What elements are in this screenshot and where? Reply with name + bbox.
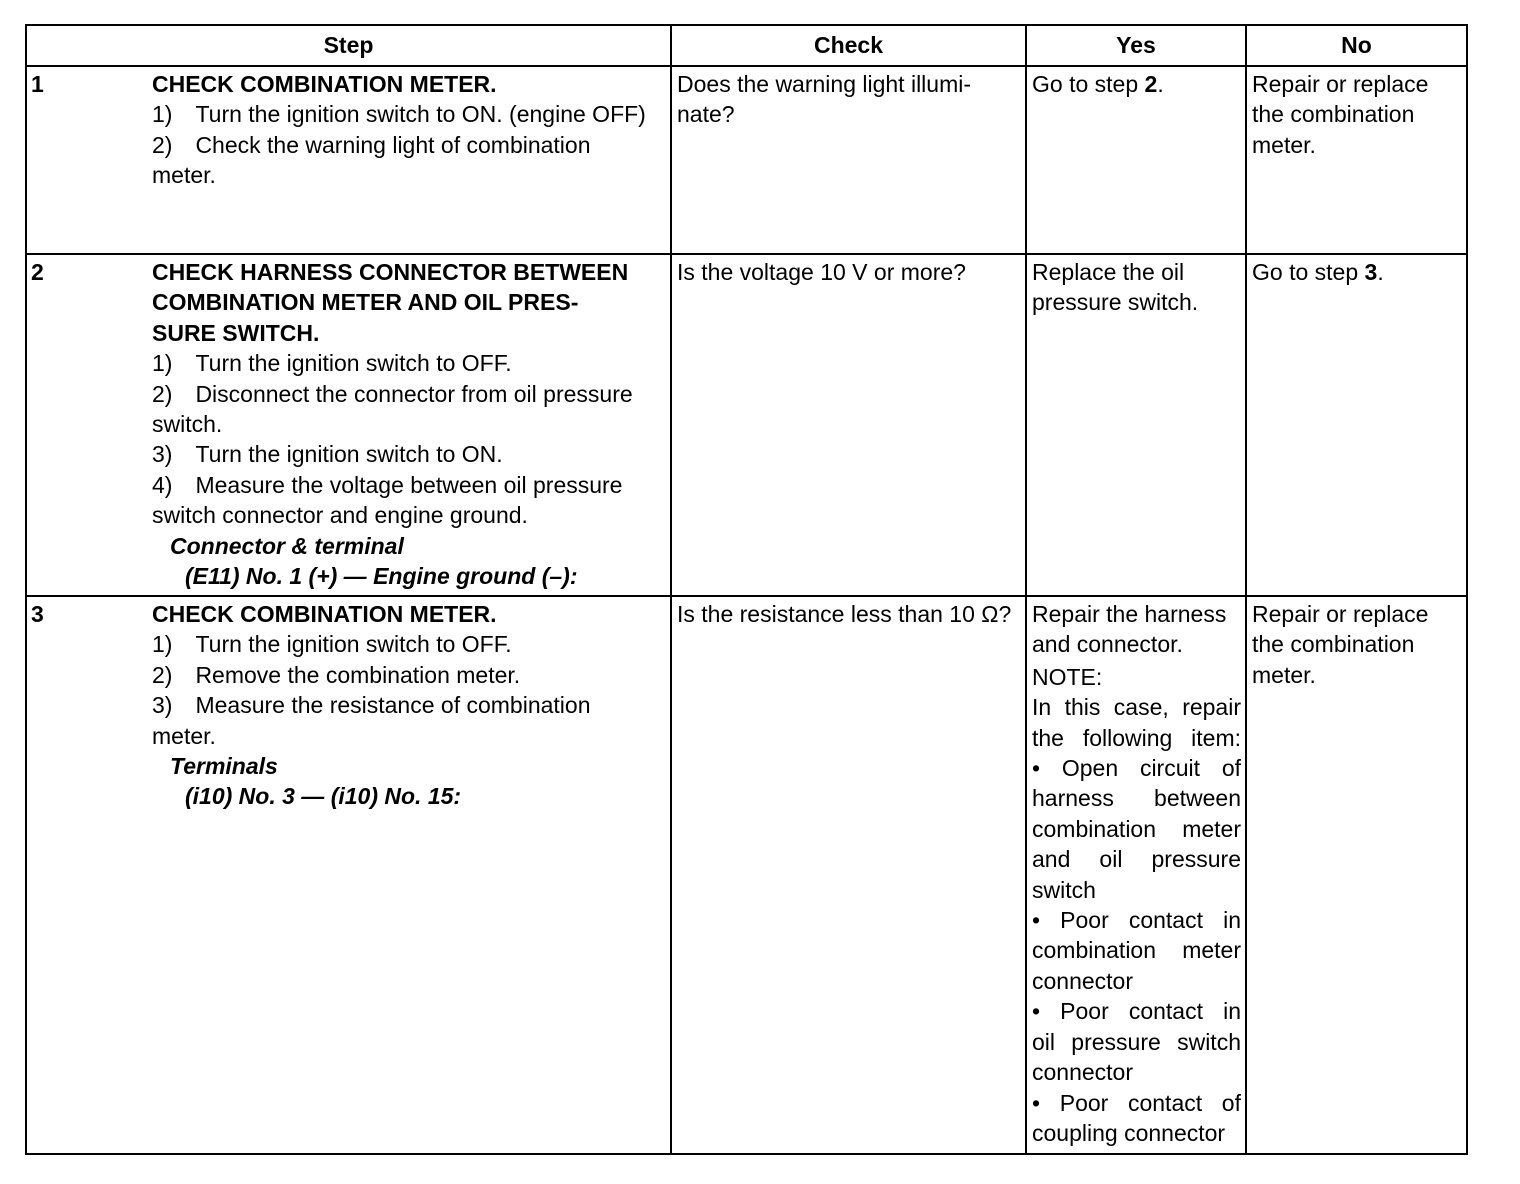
check-text: Is the resistance less than 10 Ω?	[677, 601, 1012, 627]
header-yes: Yes	[1026, 25, 1246, 66]
yes-cell	[1026, 66, 1246, 254]
no-text: the combination	[1252, 631, 1415, 658]
step-instruction: 1) Turn the ignition switch to OFF.	[152, 350, 512, 377]
header-no: No	[1246, 25, 1467, 66]
step-instruction: 2) Check the warning light of combination	[152, 131, 591, 158]
yes-text	[1032, 69, 1241, 99]
step-title: CHECK COMBINATION METER.	[152, 71, 497, 97]
check-text: Is the voltage 10 V or more?	[677, 259, 966, 285]
yes-text: pressure switch.	[1032, 289, 1199, 316]
note-line: coupling connector	[1032, 1119, 1226, 1146]
step-instruction: meter.	[152, 162, 216, 189]
yes-step-ref: 2	[1144, 71, 1158, 97]
no-cell	[1246, 596, 1467, 1154]
note-line: • Poor contact in	[1032, 998, 1241, 1025]
note-line: connector	[1032, 967, 1134, 994]
step-instruction: 1) Turn the ignition switch to OFF.	[152, 631, 512, 658]
no-text: Repair or replace	[1252, 601, 1429, 627]
note-line: oil pressure switch	[1032, 1028, 1241, 1055]
table-row	[26, 66, 1467, 254]
note-heading: NOTE:	[1032, 663, 1103, 690]
header-step: Step	[26, 25, 671, 66]
note-line: • Poor contact of	[1032, 1089, 1241, 1116]
table-row	[26, 596, 1467, 1154]
no-text: meter.	[1252, 131, 1316, 158]
no-text: Repair or replace	[1252, 71, 1429, 97]
step-body	[152, 257, 666, 591]
step-body	[152, 599, 666, 812]
yes-text: Replace the oil	[1032, 259, 1185, 285]
check-text: Does the warning light illumi-	[677, 71, 972, 97]
check-cell	[671, 66, 1026, 254]
diagnostic-table	[25, 24, 1468, 1155]
note-line: connector	[1032, 1059, 1134, 1086]
step-number: 3	[31, 601, 44, 627]
table-row	[26, 254, 1467, 596]
note-line: • Poor contact in	[1032, 907, 1241, 934]
yes-cell	[1026, 254, 1246, 596]
no-cell	[1246, 254, 1467, 596]
step-instruction: 1) Turn the ignition switch to ON. (engine OFF)	[152, 101, 646, 128]
no-suffix: .	[1377, 259, 1384, 285]
yes-prefix: Go to step	[1032, 71, 1145, 97]
step-instruction: 3) Turn the ignition switch to ON.	[152, 441, 503, 468]
note-line: In this case, repair	[1032, 694, 1241, 721]
header-row	[26, 25, 1467, 66]
yes-text: Repair the harness	[1032, 601, 1227, 627]
step-body	[152, 69, 666, 191]
yes-text: and connector.	[1032, 631, 1183, 658]
step-instruction: switch.	[152, 411, 223, 438]
step-instruction: switch connector and engine ground.	[152, 502, 528, 529]
note-line: the following item:	[1032, 724, 1241, 751]
step-number: 2	[31, 259, 44, 285]
no-text: the combination	[1252, 101, 1415, 128]
step-instruction: 3) Measure the resistance of combination	[152, 692, 591, 719]
check-cell	[671, 596, 1026, 1154]
step-instruction: meter.	[152, 722, 216, 749]
step-cell	[26, 254, 671, 596]
note-line: combination meter	[1032, 815, 1241, 842]
spec-label: Terminals	[170, 753, 278, 780]
note-line: and oil pressure	[1032, 846, 1241, 873]
step-instruction: 2) Disconnect the connector from oil pressure	[152, 380, 633, 407]
no-prefix: Go to step	[1252, 259, 1365, 285]
no-text	[1252, 257, 1462, 287]
step-title: CHECK COMBINATION METER.	[152, 601, 497, 627]
step-cell	[26, 66, 671, 254]
spec-value: (E11) No. 1 (+) — Engine ground (–):	[185, 563, 578, 590]
step-instruction: 4) Measure the voltage between oil pressure	[152, 471, 623, 498]
note-line: combination meter	[1032, 937, 1241, 964]
step-instruction: 2) Remove the combination meter.	[152, 661, 521, 688]
step-number: 1	[31, 71, 44, 97]
header-check: Check	[671, 25, 1026, 66]
spec-value: (i10) No. 3 — (i10) No. 15:	[185, 783, 462, 810]
no-cell	[1246, 66, 1467, 254]
yes-cell	[1026, 596, 1246, 1154]
no-text: meter.	[1252, 661, 1316, 688]
spec-label: Connector & terminal	[170, 532, 404, 559]
note-line: • Open circuit of	[1032, 755, 1241, 782]
note-line: harness between	[1032, 785, 1241, 812]
step-title: CHECK HARNESS CONNECTOR BETWEEN	[152, 259, 629, 285]
no-step-ref: 3	[1364, 259, 1378, 285]
note-line: switch	[1032, 876, 1096, 903]
yes-suffix: .	[1157, 71, 1164, 97]
step-title: SURE SWITCH.	[152, 319, 320, 346]
check-text: nate?	[677, 101, 735, 128]
check-cell	[671, 254, 1026, 596]
step-title: COMBINATION METER AND OIL PRES-	[152, 289, 579, 316]
step-cell	[26, 596, 671, 1154]
